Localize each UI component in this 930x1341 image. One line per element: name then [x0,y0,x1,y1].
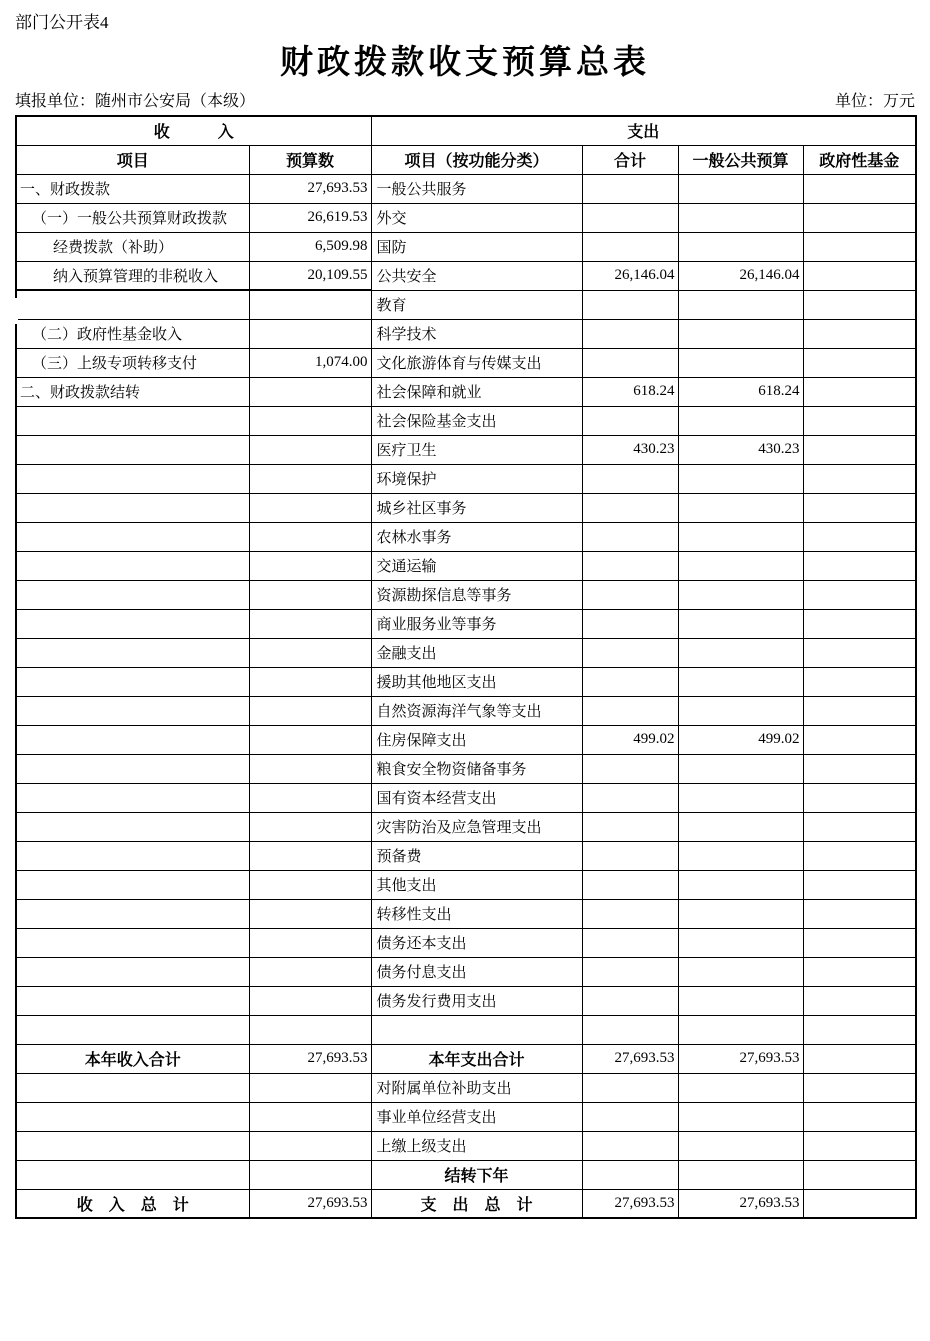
expenditure-fund-cell [803,232,916,261]
income-item-cell [16,406,249,435]
expenditure-public-budget-cell [678,290,803,319]
income-item-cell: （三）上级专项转移支付 [16,348,249,377]
expenditure-fund-cell [803,928,916,957]
expenditure-item-cell: 结转下年 [371,1160,582,1189]
expenditure-item-cell: 环境保护 [371,464,582,493]
expenditure-total-cell [582,1073,678,1102]
table-row [16,667,916,696]
column-header-row [16,145,916,174]
income-budget-cell [249,1073,371,1102]
table-row [16,435,916,464]
expenditure-item-cell: 外交 [371,203,582,232]
expenditure-total-cell [582,957,678,986]
expenditure-fund-cell [803,754,916,783]
table-row [16,841,916,870]
expenditure-total-cell [582,899,678,928]
expenditure-total-cell: 430.23 [582,435,678,464]
expenditure-item-cell: 农林水事务 [371,522,582,551]
table-row [16,870,916,899]
table-row [16,609,916,638]
expenditure-fund-cell [803,667,916,696]
expenditure-fund-cell [803,174,916,203]
table-row [16,812,916,841]
expenditure-public-budget-cell: 27,693.53 [678,1189,803,1218]
income-budget-cell [249,928,371,957]
expenditure-public-budget-cell [678,928,803,957]
expenditure-fund-cell [803,1073,916,1102]
income-item-cell: 本年收入合计 [16,1044,249,1073]
expenditure-public-budget-cell [678,870,803,899]
expenditure-item-cell: 国有资本经营支出 [371,783,582,812]
income-budget-cell [249,1131,371,1160]
income-section-header: 收 入 [16,116,371,145]
expenditure-public-budget-cell [678,1073,803,1102]
expenditure-total-cell [582,1102,678,1131]
income-budget-cell [249,493,371,522]
income-item-cell [16,696,249,725]
expenditure-fund-cell [803,957,916,986]
income-item-cell: 一、财政拨款 [16,174,249,203]
income-item-cell [16,725,249,754]
table-row [16,174,916,203]
expenditure-public-budget-cell [678,174,803,203]
expenditure-fund-cell [803,609,916,638]
income-item-cell [16,899,249,928]
expenditure-public-budget-cell [678,667,803,696]
expenditure-item-cell [371,1015,582,1044]
expenditure-item-cell: 转移性支出 [371,899,582,928]
income-item-cell [16,1160,249,1189]
expenditure-total-cell [582,928,678,957]
expenditure-fund-cell [803,464,916,493]
table-row [16,638,916,667]
expenditure-public-budget-cell [678,232,803,261]
income-budget-cell [249,290,371,319]
expenditure-total-cell: 27,693.53 [582,1044,678,1073]
expenditure-item-cell: 本年支出合计 [371,1044,582,1073]
table-row [16,551,916,580]
page-title: 财政拨款收支预算总表 [280,45,650,81]
table-row [16,348,916,377]
table-row [16,522,916,551]
expenditure-public-budget-cell [678,580,803,609]
expenditure-fund-cell [803,435,916,464]
expenditure-total-cell [582,696,678,725]
expenditure-section-header: 支出 [371,116,916,145]
income-budget-cell [249,377,371,406]
income-budget-cell [249,435,371,464]
income-budget-cell: 20,109.55 [249,261,371,290]
expenditure-fund-cell [803,261,916,290]
expenditure-item-cell: 预备费 [371,841,582,870]
table-row [16,986,916,1015]
expenditure-total-cell [582,1015,678,1044]
reporting-unit-label: 填报单位：随州市公安局（本级） [15,93,256,110]
expenditure-fund-cell [803,841,916,870]
meta-row [15,88,915,111]
expenditure-public-budget-cell [678,783,803,812]
income-item-cell [16,928,249,957]
expenditure-public-budget-cell: 618.24 [678,377,803,406]
expenditure-public-budget-cell [678,1160,803,1189]
table-row [16,232,916,261]
expenditure-fund-cell [803,551,916,580]
expenditure-total-cell [582,783,678,812]
expenditure-fund-cell [803,1189,916,1218]
expenditure-fund-cell [803,1102,916,1131]
expenditure-public-budget-cell [678,986,803,1015]
income-budget-cell: 1,074.00 [249,348,371,377]
expenditure-item-cell: 国防 [371,232,582,261]
table-row [16,319,916,348]
expenditure-item-cell: 支 出 总 计 [371,1189,582,1218]
expenditure-total-cell: 618.24 [582,377,678,406]
border-gap [15,298,18,324]
expenditure-public-budget-cell [678,522,803,551]
table-row [16,957,916,986]
income-item-cell [16,870,249,899]
income-item-cell [16,841,249,870]
income-budget-cell [249,609,371,638]
expenditure-item-cell: 医疗卫生 [371,435,582,464]
expenditure-total-cell [582,754,678,783]
table-row [16,377,916,406]
expenditure-fund-cell [803,377,916,406]
expenditure-item-cell: 文化旅游体育与传媒支出 [371,348,582,377]
expenditure-public-budget-cell [678,812,803,841]
income-item-cell [16,1102,249,1131]
expenditure-public-budget-cell [678,609,803,638]
income-item-cell: （一）一般公共预算财政拨款 [16,203,249,232]
expenditure-public-budget-cell: 27,693.53 [678,1044,803,1073]
income-item-cell [16,957,249,986]
table-row [16,928,916,957]
income-item-cell [16,609,249,638]
expenditure-total-cell [582,406,678,435]
expenditure-item-cell: 灾害防治及应急管理支出 [371,812,582,841]
expenditure-public-budget-cell: 430.23 [678,435,803,464]
expenditure-total-cell [582,319,678,348]
expenditure-public-budget-cell [678,319,803,348]
income-budget-cell [249,870,371,899]
expenditure-total-cell [582,290,678,319]
income-budget-cell [249,1015,371,1044]
table-row [16,1073,916,1102]
col-header-total: 合计 [582,145,678,174]
expenditure-total-cell [582,1160,678,1189]
expenditure-fund-cell [803,870,916,899]
table-row [16,1102,916,1131]
expenditure-fund-cell [803,1131,916,1160]
expenditure-fund-cell [803,1044,916,1073]
col-header-income-budget: 预算数 [249,145,371,174]
expenditure-item-cell: 上缴上级支出 [371,1131,582,1160]
expenditure-total-cell [582,580,678,609]
income-budget-cell [249,580,371,609]
expenditure-public-budget-cell: 26,146.04 [678,261,803,290]
income-item-cell: 收 入 总 计 [16,1189,249,1218]
expenditure-fund-cell [803,696,916,725]
income-budget-cell [249,464,371,493]
expenditure-total-cell [582,609,678,638]
income-budget-cell: 27,693.53 [249,1189,371,1218]
income-item-cell [16,464,249,493]
table-row [16,696,916,725]
income-item-cell: 纳入预算管理的非税收入 [16,261,249,290]
expenditure-fund-cell [803,493,916,522]
expenditure-item-cell: 科学技术 [371,319,582,348]
income-budget-cell [249,1160,371,1189]
expenditure-item-cell: 城乡社区事务 [371,493,582,522]
table-row [16,1015,916,1044]
expenditure-total-cell: 26,146.04 [582,261,678,290]
expenditure-fund-cell [803,783,916,812]
expenditure-total-cell [582,1131,678,1160]
expenditure-fund-cell [803,812,916,841]
expenditure-total-cell [582,986,678,1015]
income-item-cell [16,551,249,580]
income-item-cell [16,1073,249,1102]
income-budget-cell [249,696,371,725]
expenditure-item-cell: 交通运输 [371,551,582,580]
income-budget-cell [249,522,371,551]
expenditure-fund-cell [803,1160,916,1189]
expenditure-item-cell: 商业服务业等事务 [371,609,582,638]
expenditure-item-cell: 金融支出 [371,638,582,667]
expenditure-item-cell: 资源勘探信息等事务 [371,580,582,609]
expenditure-total-cell [582,203,678,232]
table-body [16,174,916,1218]
budget-table-wrap [15,115,917,1219]
income-item-cell [16,290,249,319]
currency-unit-label: 单位：万元 [834,93,915,110]
expenditure-public-budget-cell [678,957,803,986]
income-item-cell: 经费拨款（补助） [16,232,249,261]
income-item-cell [16,986,249,1015]
income-budget-cell [249,812,371,841]
income-item-cell [16,522,249,551]
income-budget-cell [249,638,371,667]
income-budget-cell: 27,693.53 [249,1044,371,1073]
table-row [16,1160,916,1189]
expenditure-public-budget-cell [678,754,803,783]
expenditure-public-budget-cell [678,638,803,667]
expenditure-total-cell [582,812,678,841]
expenditure-public-budget-cell [678,899,803,928]
table-row [16,406,916,435]
income-item-cell [16,783,249,812]
table-row [16,203,916,232]
table-row [16,725,916,754]
income-budget-cell [249,986,371,1015]
income-item-cell [16,435,249,464]
expenditure-item-cell: 教育 [371,290,582,319]
income-item-cell [16,493,249,522]
expenditure-public-budget-cell [678,464,803,493]
expenditure-total-cell [582,667,678,696]
expenditure-total-cell [582,522,678,551]
expenditure-fund-cell [803,290,916,319]
expenditure-fund-cell [803,580,916,609]
income-budget-cell: 26,619.53 [249,203,371,232]
expenditure-item-cell: 社会保险基金支出 [371,406,582,435]
table-row [16,493,916,522]
income-item-cell: 二、财政拨款结转 [16,377,249,406]
col-header-expenditure-item: 项目（按功能分类） [371,145,582,174]
expenditure-total-cell [582,870,678,899]
income-budget-cell [249,957,371,986]
expenditure-total-cell [582,841,678,870]
expenditure-item-cell: 其他支出 [371,870,582,899]
table-row [16,1131,916,1160]
table-row [16,1189,916,1218]
expenditure-item-cell: 债务还本支出 [371,928,582,957]
income-item-cell [16,580,249,609]
income-item-cell [16,667,249,696]
income-budget-cell [249,754,371,783]
expenditure-fund-cell [803,203,916,232]
income-item-cell [16,638,249,667]
expenditure-total-cell: 27,693.53 [582,1189,678,1218]
expenditure-item-cell: 债务发行费用支出 [371,986,582,1015]
expenditure-fund-cell [803,319,916,348]
expenditure-total-cell [582,551,678,580]
expenditure-total-cell [582,493,678,522]
income-budget-cell: 27,693.53 [249,174,371,203]
expenditure-item-cell: 事业单位经营支出 [371,1102,582,1131]
income-budget-cell [249,667,371,696]
expenditure-fund-cell [803,348,916,377]
income-item-cell [16,1015,249,1044]
table-row [16,290,916,319]
table-row [16,899,916,928]
table-row [16,783,916,812]
col-header-general-public-budget: 一般公共预算 [678,145,803,174]
expenditure-fund-cell [803,986,916,1015]
expenditure-item-cell: 粮食安全物资储备事务 [371,754,582,783]
income-budget-cell [249,725,371,754]
expenditure-public-budget-cell [678,406,803,435]
expenditure-total-cell [582,232,678,261]
col-header-government-fund: 政府性基金 [803,145,916,174]
expenditure-public-budget-cell [678,841,803,870]
expenditure-public-budget-cell [678,203,803,232]
table-row [16,261,916,290]
expenditure-total-cell: 499.02 [582,725,678,754]
expenditure-public-budget-cell [678,493,803,522]
expenditure-item-cell: 社会保障和就业 [371,377,582,406]
income-item-cell: （二）政府性基金收入 [16,319,249,348]
income-item-cell [16,754,249,783]
expenditure-item-cell: 公共安全 [371,261,582,290]
expenditure-public-budget-cell [678,348,803,377]
section-header-row [16,116,916,145]
income-budget-cell [249,551,371,580]
table-row [16,754,916,783]
expenditure-total-cell [582,464,678,493]
expenditure-public-budget-cell [678,696,803,725]
income-budget-cell [249,899,371,928]
expenditure-fund-cell [803,1015,916,1044]
income-budget-cell [249,841,371,870]
expenditure-fund-cell [803,899,916,928]
income-item-cell [16,812,249,841]
expenditure-public-budget-cell [678,1015,803,1044]
expenditure-total-cell [582,174,678,203]
expenditure-public-budget-cell [678,551,803,580]
table-row [16,464,916,493]
income-budget-cell: 6,509.98 [249,232,371,261]
table-row [16,1044,916,1073]
expenditure-public-budget-cell: 499.02 [678,725,803,754]
expenditure-fund-cell [803,522,916,551]
expenditure-item-cell: 债务付息支出 [371,957,582,986]
expenditure-item-cell: 一般公共服务 [371,174,582,203]
expenditure-item-cell: 自然资源海洋气象等支出 [371,696,582,725]
expenditure-fund-cell [803,725,916,754]
income-budget-cell [249,319,371,348]
expenditure-public-budget-cell [678,1131,803,1160]
doc-tag: 部门公开表4 [15,13,109,32]
income-item-cell [16,1131,249,1160]
expenditure-total-cell [582,348,678,377]
income-budget-cell [249,1102,371,1131]
expenditure-item-cell: 住房保障支出 [371,725,582,754]
income-budget-cell [249,406,371,435]
expenditure-fund-cell [803,406,916,435]
col-header-income-item: 项目 [16,145,249,174]
expenditure-total-cell [582,638,678,667]
expenditure-fund-cell [803,638,916,667]
expenditure-item-cell: 对附属单位补助支出 [371,1073,582,1102]
expenditure-item-cell: 援助其他地区支出 [371,667,582,696]
budget-table [15,115,917,1219]
income-budget-cell [249,783,371,812]
table-row [16,580,916,609]
expenditure-public-budget-cell [678,1102,803,1131]
